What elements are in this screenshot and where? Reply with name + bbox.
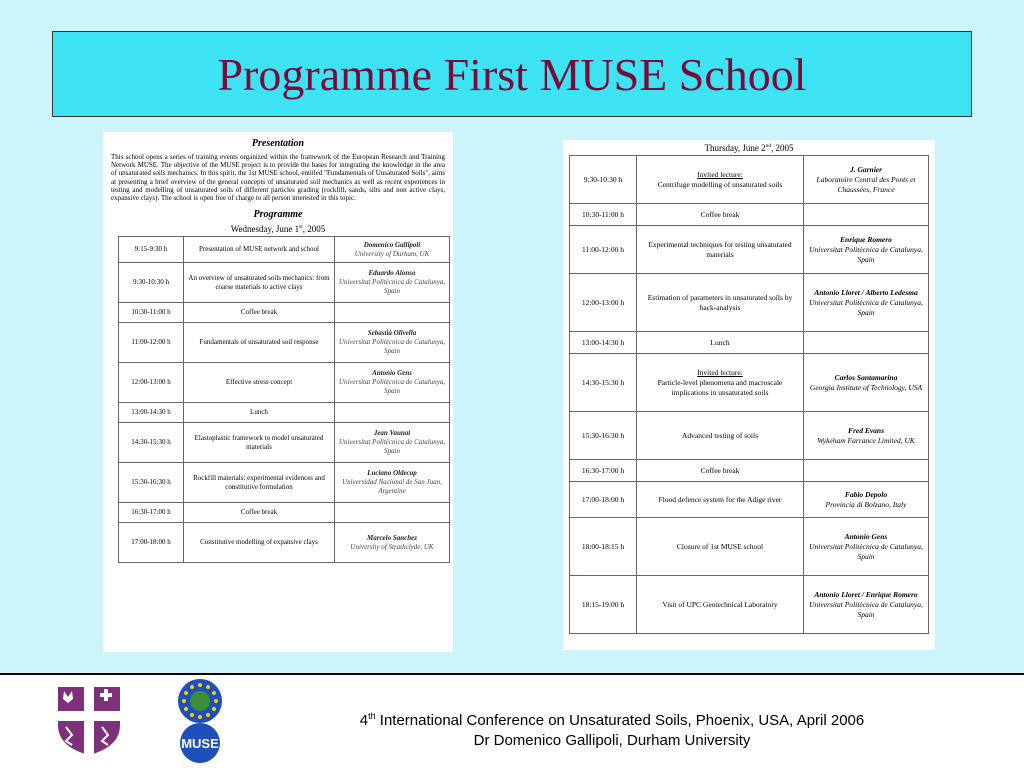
session-speaker [804, 482, 929, 518]
day1-heading: Wednesday, June 1st, 2005 [230, 224, 326, 235]
session-topic-text: Lunch [250, 408, 268, 417]
programme-heading: Programme [253, 209, 303, 221]
schedule-row [119, 363, 450, 403]
session-topic [637, 518, 804, 576]
speaker-institution: Universitat Politècnica de Catalunya, Spain [809, 541, 923, 561]
session-topic [637, 274, 804, 332]
schedule-row [119, 423, 450, 463]
schedule-row [119, 263, 450, 303]
session-speaker [804, 354, 929, 412]
speaker-institution: Universitat Politècnica de Catalunya, Spain [338, 378, 446, 396]
session-time: 14:30-15:30 h [570, 354, 637, 412]
speaker-name: Fabio Depolo [844, 489, 888, 499]
schedule-row [119, 463, 450, 503]
session-topic-text: Coffee break [240, 308, 278, 317]
session-topic [637, 226, 804, 274]
speaker-institution: Universitat Politècnica de Catalunya, Spain [338, 278, 446, 296]
session-topic-text: Lunch [710, 337, 730, 347]
speaker-institution: Georgia Institute of Technology, USA [809, 382, 923, 392]
session-topic-text: Particle-level phenomena and macroscale implications in unsaturated soils [657, 377, 783, 397]
session-time: 11:00-12:00 h [119, 323, 184, 363]
session-time: 16:30-17:00 h [119, 503, 184, 523]
session-topic-text: Closure of 1st MUSE school [676, 541, 764, 551]
footer-text [262, 706, 962, 751]
session-topic-text: Coffee break [700, 465, 740, 475]
speaker-institution: Wykeham Farrance Limited, UK [817, 435, 915, 445]
session-speaker [335, 463, 450, 503]
session-time: 15:30-16:30 h [570, 412, 637, 460]
session-topic [637, 332, 804, 354]
schedule-row [570, 576, 929, 634]
session-topic-text: Estimation of parameters in unsaturated soils by back-analysis [647, 292, 793, 312]
session-topic [184, 323, 335, 363]
session-speaker [335, 423, 450, 463]
session-topic-text: Experimental techniques for testing unsaturated materials [648, 239, 792, 259]
muse-network-logo-icon [174, 677, 226, 765]
session-topic-text: Presentation of MUSE network and school [199, 245, 319, 254]
schedule-row [570, 518, 929, 576]
session-speaker [804, 460, 929, 482]
session-topic-text: Effective stress concept [225, 378, 293, 387]
programme-page-day2 [563, 140, 935, 650]
session-speaker [335, 323, 450, 363]
speaker-name: Eduardo Alonso [368, 269, 416, 278]
presentation-text: This school opens a series of training events organized within the framework of the European Research and Training Network MUSE. The objective of the MUSE project is to provide the bases for integrating the knowledge in the area of unsaturated soils mechanics. In this spirit, the 1st MUSE school, entitled "Fundamentals of Unsaturated Soils", aims at presenting a brief overview of the general concepts of unsaturated soil mechanics as well as recent experiences in testing and modelling of unsaturated soils of different particles grading (rockfill, sands, silts and non active clays, expansive clays). The school is open free of charge to all person interested in this topic. [111, 153, 445, 203]
session-topic [637, 576, 804, 634]
invited-lecture-label: Invited lecture: [697, 169, 743, 179]
session-time: 13:00-14:30 h [570, 332, 637, 354]
session-topic [637, 156, 804, 204]
session-topic-text: Visit of UPC Geotechnical Laboratory [662, 599, 778, 609]
footer-conference-line: 4th International Conference on Unsaturated Soils, Phoenix, USA, April 2006 [359, 711, 865, 729]
session-time: 10:30-11:00 h [570, 204, 637, 226]
session-topic [184, 503, 335, 523]
session-topic [184, 463, 335, 503]
schedule-row [119, 403, 450, 423]
speaker-institution: Universidad Nacional de San Juan, Argentine [342, 478, 442, 496]
schedule-row [570, 412, 929, 460]
session-time: 10:30-11:00 h [119, 303, 184, 323]
speaker-institution: Universitat Politècnica de Catalunya, Spain [338, 438, 446, 456]
speaker-institution: Universitat Politècnica de Catalunya, Spain [809, 244, 923, 264]
speaker-institution: Universitat Politècnica de Catalunya, Spain [809, 599, 923, 619]
slide-footer [0, 675, 1024, 768]
day2-heading: Thursday, June 2nd, 2005 [704, 143, 794, 153]
session-time: 14:30-15:30 h [119, 423, 184, 463]
speaker-name: J. Garnier [849, 164, 883, 174]
session-speaker [804, 156, 929, 204]
speaker-name: Luciano Oldecop [367, 469, 417, 478]
speaker-name: Antonio Lloret / Enrique Romero [814, 589, 918, 599]
session-time: 17:00-18:00 h [570, 482, 637, 518]
session-topic [184, 363, 335, 403]
speaker-institution: Universitat Politècnica de Catalunya, Spain [809, 297, 923, 317]
muse-logo-text: MUSE [181, 736, 219, 751]
speaker-name: Enrique Romero [840, 234, 892, 244]
footer-author-line: Dr Domenico Gallipoli, Durham University [473, 732, 751, 749]
session-time: 13:00-14:30 h [119, 403, 184, 423]
session-topic-text: Coffee break [700, 209, 740, 219]
schedule-row [119, 503, 450, 523]
speaker-name: Sebastià Olivella [367, 329, 417, 338]
speaker-name: Marcelo Sanchez [367, 533, 417, 542]
slide-title: Programme First MUSE School [217, 48, 807, 100]
schedule-row [119, 523, 450, 563]
speaker-name: Antonio Gens [844, 531, 888, 541]
session-speaker [804, 518, 929, 576]
session-time: 15:30-16:30 h [119, 463, 184, 503]
speaker-name: Fred Evans [847, 425, 885, 435]
speaker-institution: Universitat Politècnica de Catalunya, Spain [338, 338, 446, 356]
session-topic-text: Advanced testing of soils [681, 430, 759, 440]
day2-schedule-table [569, 155, 929, 634]
session-topic [184, 423, 335, 463]
session-topic-text: Rockfill materials: experimental evidences and constitutive formulation [193, 473, 325, 491]
session-time: 9:15-9:30 h [119, 237, 184, 263]
speaker-name: Domenico Gallipoli [363, 240, 421, 249]
speaker-name: Jean Vaunat [373, 429, 411, 438]
session-time: 12:00-13:00 h [570, 274, 637, 332]
speaker-institution: Laboratoire Central des Ponts et Chaussées, France [816, 174, 916, 194]
speaker-institution: University of Strathclyde, UK [350, 542, 434, 551]
session-time: 16:30-17:00 h [570, 460, 637, 482]
session-time: 17:00-18:00 h [119, 523, 184, 563]
schedule-row [570, 332, 929, 354]
speaker-name: Antonio Gens [372, 369, 412, 378]
session-time: 11:00-12:00 h [570, 226, 637, 274]
session-topic [184, 303, 335, 323]
speaker-institution: Provincia di Bolzano, Italy [825, 499, 907, 509]
session-speaker [335, 403, 450, 423]
session-topic [637, 354, 804, 412]
session-time: 12:00-13:00 h [119, 363, 184, 403]
session-speaker [804, 576, 929, 634]
session-speaker [804, 412, 929, 460]
session-topic [184, 263, 335, 303]
schedule-row [570, 354, 929, 412]
speaker-name: Antonio Lloret / Alberto Ledesma [814, 287, 918, 297]
session-topic [184, 237, 335, 263]
session-speaker [335, 363, 450, 403]
durham-university-shield-icon [56, 685, 122, 757]
session-topic [637, 460, 804, 482]
session-speaker [335, 523, 450, 563]
session-time: 9:30-10:30 h [570, 156, 637, 204]
schedule-row [570, 204, 929, 226]
speaker-institution: University of Durham, UK [354, 249, 430, 258]
session-speaker [335, 263, 450, 303]
schedule-row [119, 237, 450, 263]
session-speaker [335, 303, 450, 323]
session-topic [637, 412, 804, 460]
slide-title-box [52, 31, 972, 117]
session-speaker [335, 237, 450, 263]
schedule-row [119, 303, 450, 323]
session-topic [637, 204, 804, 226]
schedule-row [570, 274, 929, 332]
schedule-row [570, 460, 929, 482]
programme-page-day1 [103, 132, 453, 652]
session-topic [637, 482, 804, 518]
session-topic [184, 523, 335, 563]
session-topic-text: An overview of unsaturated soils mechanics: from coarse materials to active clays [188, 273, 330, 291]
schedule-row [570, 156, 929, 204]
session-topic-text: Elastoplastic framework to model unsaturated materials [194, 433, 324, 451]
session-time: 9:30-10:30 h [119, 263, 184, 303]
schedule-row [570, 226, 929, 274]
session-time: 18:00-18:15 h [570, 518, 637, 576]
session-speaker [804, 226, 929, 274]
invited-lecture-label: Invited lecture: [697, 367, 743, 377]
session-speaker [335, 503, 450, 523]
session-topic-text: Fundamentals of unsaturated soil response [199, 338, 319, 347]
schedule-row [570, 482, 929, 518]
session-topic-text: Flood defence system for the Adige river [658, 494, 782, 504]
session-topic-text: Coffee break [240, 508, 278, 517]
day1-schedule-table [118, 236, 450, 563]
session-topic-text: Constitutive modelling of expansive clays [200, 538, 318, 547]
session-speaker [804, 274, 929, 332]
schedule-row [119, 323, 450, 363]
presentation-heading: Presentation [251, 138, 305, 149]
session-speaker [804, 332, 929, 354]
session-topic-text: Centrifuge modelling of unsaturated soils [657, 179, 783, 189]
session-time: 18:15-19:00 h [570, 576, 637, 634]
session-topic [184, 403, 335, 423]
session-speaker [804, 204, 929, 226]
speaker-name: Carlos Santamarina [834, 372, 898, 382]
